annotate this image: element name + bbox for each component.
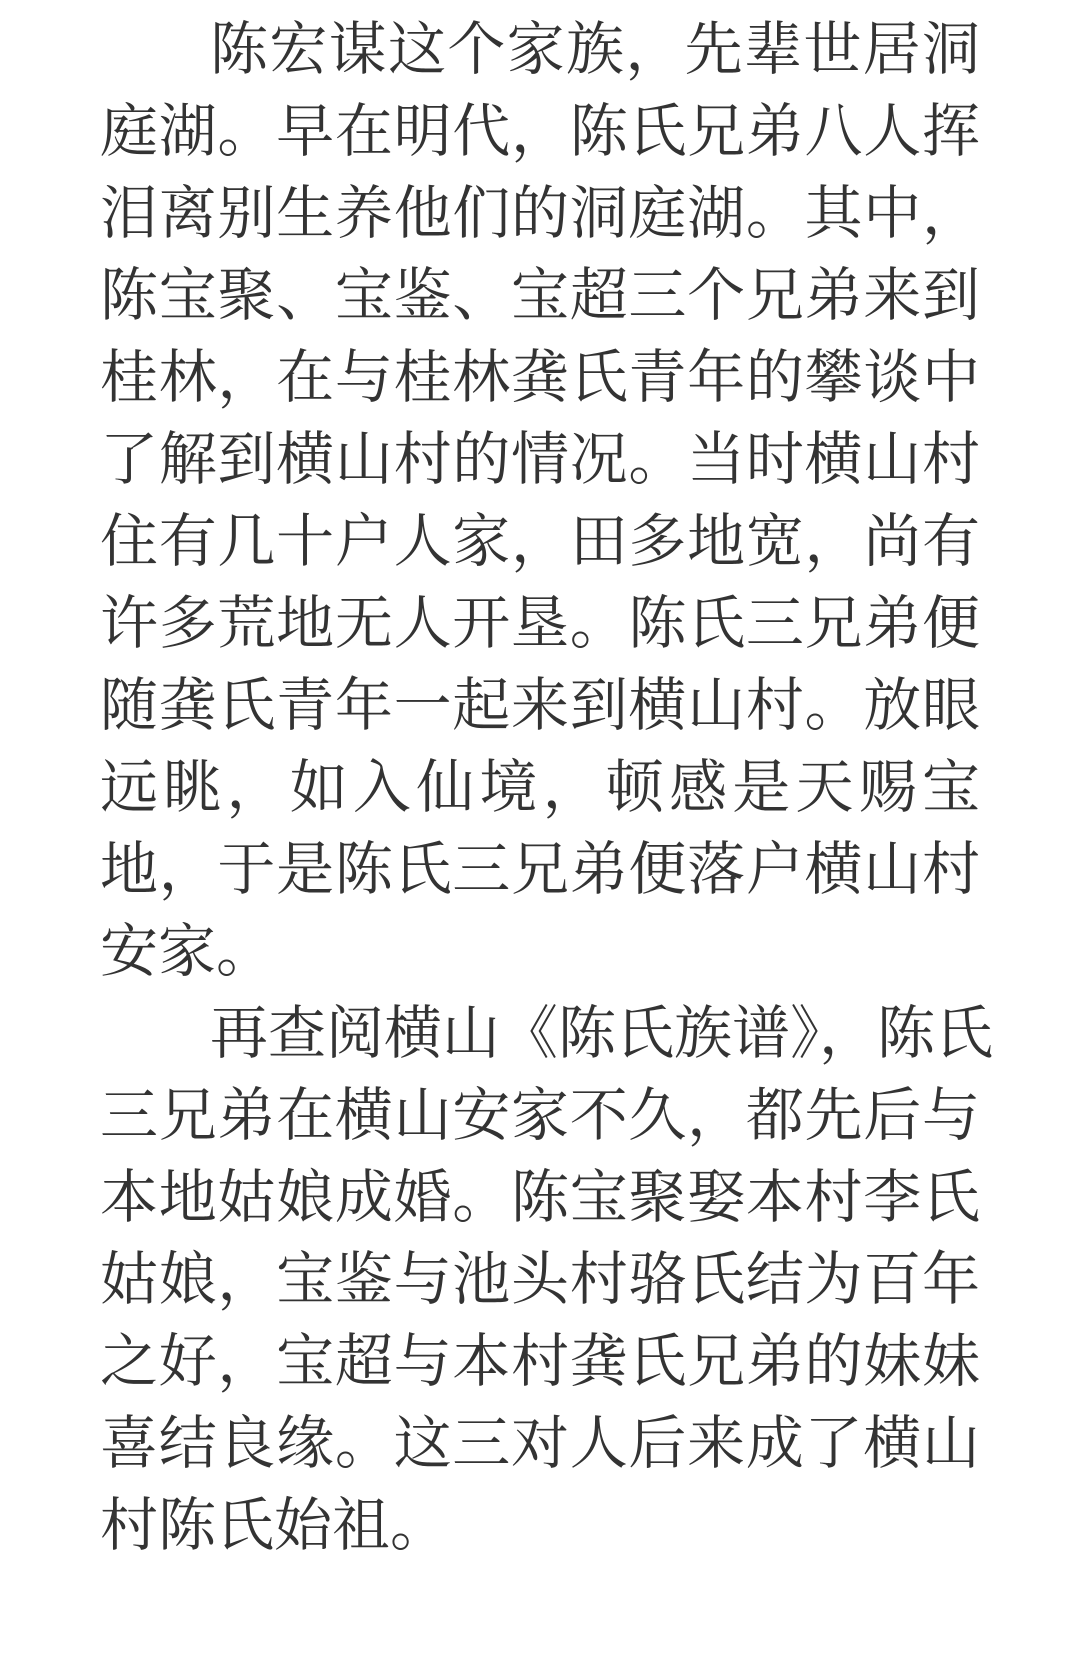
text-line: 泪离别生养他们的洞庭湖。其中， [100,179,980,247]
text-line: 姑娘，宝鉴与池头村骆氏结为百年 [100,1245,980,1313]
text-line: 随龚氏青年一起来到横山村。放眼 [100,671,980,739]
text-line: 喜结良缘。这三对人后来成了横山 [100,1409,980,1477]
text-line: 陈宝聚、宝鉴、宝超三个兄弟来到 [100,261,980,329]
text-line: 桂林，在与桂林龚氏青年的攀谈中 [100,343,980,411]
text-line: 许多荒地无人开垦。陈氏三兄弟便 [100,589,980,657]
text-line: 之好，宝超与本村龚氏兄弟的妹妹 [100,1327,980,1395]
text-line: 陈宏谋这个家族，先辈世居洞 [210,15,980,83]
text-line: 安家。 [100,917,275,985]
text-line: 再查阅横山《陈氏族谱》，陈氏 [210,999,994,1067]
text-line: 住有几十户人家，田多地宽，尚有 [100,507,980,575]
text-line: 庭湖。早在明代，陈氏兄弟八人挥 [100,97,980,165]
text-line: 村陈氏始祖。 [100,1491,449,1559]
text-line: 远眺，如入仙境，顿感是天赐宝 [100,753,980,821]
text-line: 地，于是陈氏三兄弟便落户横山村 [100,835,980,903]
text-line: 了解到横山村的情况。当时横山村 [100,425,980,493]
text-line: 本地姑娘成婚。陈宝聚娶本村李氏 [100,1163,980,1231]
text-line: 三兄弟在横山安家不久，都先后与 [100,1081,980,1149]
